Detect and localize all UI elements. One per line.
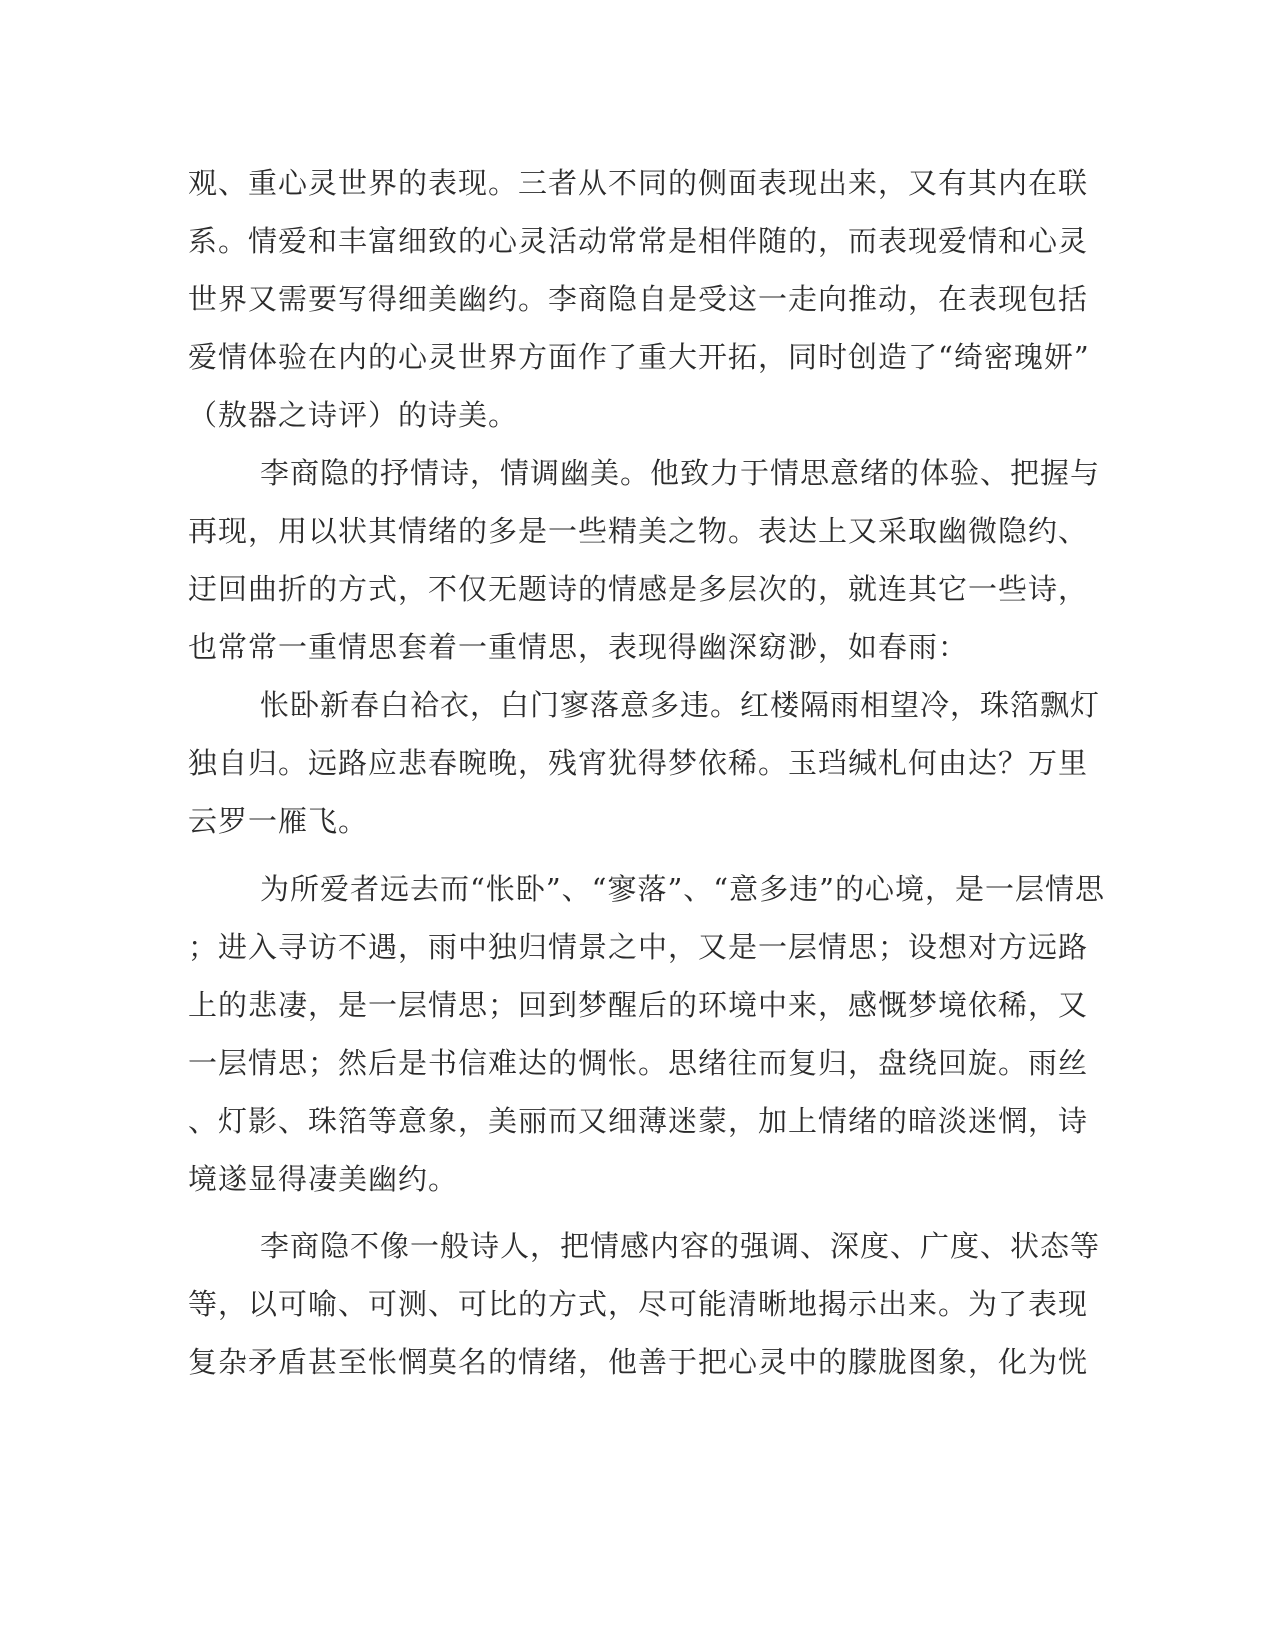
text-line: （敖器之诗评）的诗美。	[188, 398, 519, 432]
text-line: 上的悲凄，是一层情思；回到梦醒后的环境中来，感慨梦境依稀，又	[188, 988, 1089, 1022]
text-line: 爱情体验在内的心灵世界方面作了重大开拓，同时创造了“绮密瑰妍”	[188, 340, 1090, 374]
text-line: 也常常一重情思套着一重情思，表现得幽深窈渺，如春雨：	[188, 630, 969, 664]
text-line: 复杂矛盾甚至怅惘莫名的情绪，他善于把心灵中的朦胧图象，化为恍	[188, 1345, 1089, 1379]
text-line: 一层情思；然后是书信难达的惆怅。思绪往而复归，盘绕回旋。雨丝	[188, 1046, 1089, 1080]
text-line: 迂回曲折的方式，不仅无题诗的情感是多层次的，就连其它一些诗，	[188, 572, 1089, 606]
text-line: 世界又需要写得细美幽约。李商隐自是受这一走向推动，在表现包括	[188, 282, 1089, 316]
text-line: 境遂显得凄美幽约。	[188, 1162, 459, 1196]
poem-line: 怅卧新春白袷衣，白门寥落意多违。红楼隔雨相望冷，珠箔飘灯	[260, 688, 1101, 722]
text-line: 观、重心灵世界的表现。三者从不同的侧面表现出来，又有其内在联	[188, 166, 1089, 200]
text-line: 李商隐的抒情诗，情调幽美。他致力于情思意绪的体验、把握与	[260, 456, 1101, 490]
text-line: 再现，用以状其情绪的多是一些精美之物。表达上又采取幽微隐约、	[188, 514, 1089, 548]
text-line: 李商隐不像一般诗人，把情感内容的强调、深度、广度、状态等	[260, 1229, 1101, 1263]
text-line: ；进入寻访不遇，雨中独归情景之中，又是一层情思；设想对方远路	[188, 930, 1089, 964]
poem-line: 云罗一雁飞。	[188, 804, 369, 838]
text-line: 、灯影、珠箔等意象，美丽而又细薄迷蒙，加上情绪的暗淡迷惘，诗	[188, 1104, 1089, 1138]
text-line: 等，以可喻、可测、可比的方式，尽可能清晰地揭示出来。为了表现	[188, 1287, 1089, 1321]
poem-line: 独自归。远路应悲春晼晚，残宵犹得梦依稀。玉珰缄札何由达？万里	[188, 746, 1089, 780]
text-line: 为所爱者远去而“怅卧”、“寥落”、“意多违”的心境，是一层情思	[260, 872, 1105, 906]
text-line: 系。情爱和丰富细致的心灵活动常常是相伴随的，而表现爱情和心灵	[188, 224, 1089, 258]
